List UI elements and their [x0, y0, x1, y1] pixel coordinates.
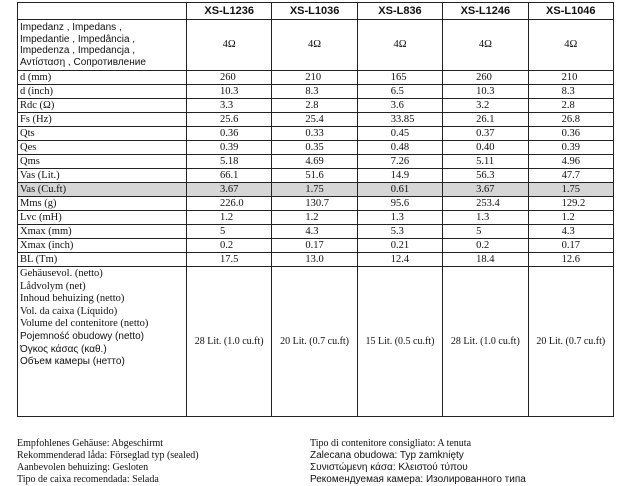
parameter-row: [18, 113, 614, 127]
parameter-value: 7.26: [357, 155, 442, 169]
parameter-value: 4.3: [272, 225, 357, 239]
parameter-value: 3.67: [187, 183, 272, 197]
label-line: Pojemność obudowy (netto): [20, 330, 144, 342]
parameter-value: 0.39: [528, 141, 613, 155]
parameter-value: 1.75: [272, 183, 357, 197]
parameter-value: 25.6: [187, 113, 272, 127]
parameter-value: 0.39: [187, 141, 272, 155]
parameter-value: 226.0: [187, 197, 272, 211]
note-line: Συνιστώμενη κάσα: Κλειστού τύπου: [310, 462, 468, 473]
parameter-value: 3.3: [187, 99, 272, 113]
parameter-label: Qms: [18, 155, 187, 169]
parameter-value: 12.6: [528, 253, 613, 267]
parameter-label: Qts: [18, 127, 187, 141]
parameter-value: 0.37: [443, 127, 528, 141]
enclosure-volume-value: 15 Lit. (0.5 cu.ft): [357, 267, 442, 417]
parameter-label: Fs (Hz): [18, 113, 187, 127]
parameter-value: 10.3: [187, 85, 272, 99]
specifications-table: [17, 2, 614, 417]
notes-right-column: [310, 438, 526, 486]
parameter-value: 13.0: [272, 253, 357, 267]
impedance-value: 4Ω: [528, 20, 613, 71]
model-header: XS-L1036: [272, 3, 357, 20]
parameter-label: Mms (g): [18, 197, 187, 211]
parameter-row: [18, 225, 614, 239]
parameter-value: 26.1: [443, 113, 528, 127]
label-line: Αντίσταση , Сопротивление: [20, 56, 146, 68]
note-line: Empfohlenes Gehäuse: Abgeschirmt: [17, 438, 164, 449]
label-line: Impedantie , Impedância ,: [20, 33, 136, 45]
parameter-row: [18, 85, 614, 99]
parameter-value: 17.5: [187, 253, 272, 267]
parameter-value: 129.2: [528, 197, 613, 211]
impedance-value: 4Ω: [357, 20, 442, 71]
parameter-row: [18, 127, 614, 141]
impedance-label: [18, 20, 187, 71]
model-header: XS-L1246: [443, 3, 528, 20]
parameter-label: d (mm): [18, 71, 187, 85]
parameter-value: 1.75: [528, 183, 613, 197]
label-line: Объем камеры (нетто): [20, 356, 125, 368]
label-line: Inhoud behuizing (netto): [20, 293, 125, 305]
parameter-label: BL (Tm): [18, 253, 187, 267]
enclosure-volume-row: [18, 267, 614, 417]
parameter-value: 1.2: [272, 211, 357, 225]
label-line: Vol. da caixa (Líquido): [20, 305, 118, 317]
label-line: Gehäusevol. (netto): [20, 268, 103, 279]
parameter-value: 5.11: [443, 155, 528, 169]
model-header: XS-L1046: [528, 3, 613, 20]
note-line: Рекомендуемая камера: Изолированного типа: [310, 474, 526, 485]
impedance-row: [18, 20, 614, 71]
parameter-value: 0.40: [443, 141, 528, 155]
parameter-row: [18, 155, 614, 169]
label-line: Όγκος κάσας (καθ.): [20, 343, 107, 355]
parameter-value: 51.6: [272, 169, 357, 183]
parameter-label: Lvc (mH): [18, 211, 187, 225]
parameter-row: [18, 239, 614, 253]
parameter-value: 66.1: [187, 169, 272, 183]
parameter-row: [18, 99, 614, 113]
parameter-value: 0.17: [272, 239, 357, 253]
parameter-value: 260: [187, 71, 272, 85]
parameter-row: [18, 253, 614, 267]
parameter-label: d (inch): [18, 85, 187, 99]
parameter-value: 260: [443, 71, 528, 85]
parameter-value: 0.36: [187, 127, 272, 141]
note-line: Rekommenderad låda: Förseglad typ (sealed): [17, 450, 199, 461]
note-line: Zalecana obudowa: Typ zamknięty: [310, 450, 464, 461]
parameter-row: [18, 169, 614, 183]
enclosure-volume-value: 28 Lit. (1.0 cu.ft): [443, 267, 528, 417]
parameter-value: 3.6: [357, 99, 442, 113]
parameter-value: 0.21: [357, 239, 442, 253]
parameter-value: 5: [443, 225, 528, 239]
parameter-value: 4.3: [528, 225, 613, 239]
parameter-value: 2.8: [272, 99, 357, 113]
parameter-row: [18, 211, 614, 225]
parameter-value: 18.4: [443, 253, 528, 267]
parameter-row: [18, 141, 614, 155]
header-row: [18, 3, 614, 20]
parameter-value: 253.4: [443, 197, 528, 211]
parameter-label: Vas (Lit.): [18, 169, 187, 183]
impedance-value: 4Ω: [272, 20, 357, 71]
parameter-value: 0.17: [528, 239, 613, 253]
parameter-label: Qes: [18, 141, 187, 155]
model-header: XS-L1236: [187, 3, 272, 20]
parameter-value: 1.2: [187, 211, 272, 225]
note-line: Tipo de caixa recomendada: Selada: [17, 474, 159, 485]
parameter-value: 0.2: [443, 239, 528, 253]
enclosure-volume-value: 20 Lit. (0.7 cu.ft): [272, 267, 357, 417]
parameter-value: 1.3: [443, 211, 528, 225]
model-header: XS-L836: [357, 3, 442, 20]
parameter-row: [18, 197, 614, 211]
parameter-value: 210: [528, 71, 613, 85]
parameter-value: 47.7: [528, 169, 613, 183]
parameter-value: 210: [272, 71, 357, 85]
parameter-value: 5.3: [357, 225, 442, 239]
parameter-value: 0.2: [187, 239, 272, 253]
recommended-enclosure-notes: [17, 438, 614, 486]
label-line: Impedanz , Impedans ,: [20, 22, 122, 33]
parameter-row: [18, 71, 614, 85]
parameter-value: 4.96: [528, 155, 613, 169]
note-line: Aanbevolen behuizing: Gesloten: [17, 462, 149, 473]
parameter-value: 2.8: [528, 99, 613, 113]
parameter-value: 0.48: [357, 141, 442, 155]
enclosure-volume-value: 20 Lit. (0.7 cu.ft): [528, 267, 613, 417]
parameter-value: 3.2: [443, 99, 528, 113]
parameter-row: [18, 183, 614, 197]
parameter-value: 0.35: [272, 141, 357, 155]
label-line: Impedenza , Impedancja ,: [20, 45, 136, 56]
parameter-value: 25.4: [272, 113, 357, 127]
impedance-value: 4Ω: [187, 20, 272, 71]
parameter-value: 12.4: [357, 253, 442, 267]
parameter-value: 8.3: [272, 85, 357, 99]
header-corner-cell: [18, 3, 187, 20]
label-line: Lådvolym (net): [20, 280, 86, 292]
parameter-value: 6.5: [357, 85, 442, 99]
parameter-value: 5: [187, 225, 272, 239]
parameter-label: Xmax (mm): [18, 225, 187, 239]
parameter-label: Vas (Cu.ft): [18, 183, 187, 197]
parameter-value: 0.45: [357, 127, 442, 141]
parameter-value: 95.6: [357, 197, 442, 211]
parameter-value: 5.18: [187, 155, 272, 169]
enclosure-volume-label: [18, 267, 187, 417]
parameter-value: 26.8: [528, 113, 613, 127]
parameter-value: 130.7: [272, 197, 357, 211]
parameter-value: 0.33: [272, 127, 357, 141]
parameter-label: Xmax (inch): [18, 239, 187, 253]
parameter-value: 56.3: [443, 169, 528, 183]
parameter-value: 4.69: [272, 155, 357, 169]
note-line: Tipo di contenitore consigliato: A tenuta: [310, 438, 472, 449]
label-line: Volume del contenitore (netto): [20, 318, 149, 330]
impedance-value: 4Ω: [443, 20, 528, 71]
parameter-value: 0.61: [357, 183, 442, 197]
parameter-value: 0.36: [528, 127, 613, 141]
parameter-value: 14.9: [357, 169, 442, 183]
parameter-value: 1.2: [528, 211, 613, 225]
parameter-value: 10.3: [443, 85, 528, 99]
parameter-value: 3.67: [443, 183, 528, 197]
parameter-label: Rdc (Ω): [18, 99, 187, 113]
enclosure-volume-value: 28 Lit. (1.0 cu.ft): [187, 267, 272, 417]
parameter-value: 1.3: [357, 211, 442, 225]
notes-left-column: [17, 438, 199, 486]
parameter-value: 33.85: [357, 113, 442, 127]
parameter-value: 165: [357, 71, 442, 85]
parameter-value: 8.3: [528, 85, 613, 99]
